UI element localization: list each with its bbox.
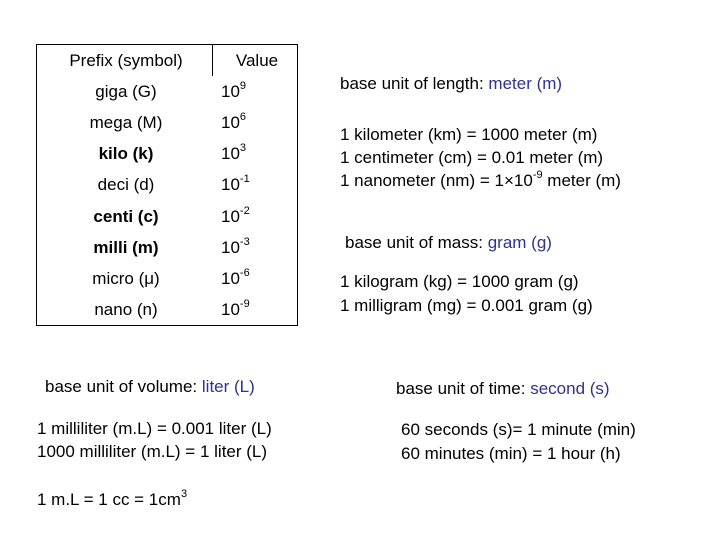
length-line-3: 1 nanometer $(nm) = 1\times 10^{-9}$ meter (m) xyxy=(340,169,621,190)
mass-heading xyxy=(345,233,552,253)
prefix-name: deci (d) xyxy=(97,175,155,194)
table-row xyxy=(37,232,297,263)
mass-line-1: 1 kilogram (kg) = 1000 gram (g) xyxy=(340,272,579,291)
volume-cc-line: 1 m.L = 1 cc = $1cm^3$ xyxy=(37,488,188,509)
prefix-value: $10^{-6}$ xyxy=(221,267,250,288)
prefix-name: centi (c) xyxy=(93,207,159,226)
header-prefix: Prefix (symbol) xyxy=(69,51,183,70)
table-row xyxy=(37,294,297,325)
table-row xyxy=(37,107,297,138)
volume-label: base unit of volume: xyxy=(45,377,198,396)
prefix-value: $10^{-2}$ xyxy=(221,205,250,226)
prefix-table xyxy=(36,44,298,326)
volume-line-2: 1000 milliliter (m.L) = 1 liter (L) xyxy=(37,442,268,461)
table-row xyxy=(37,201,297,232)
mass-line-2: 1 milligram (mg) = 0.001 gram (g) xyxy=(340,296,593,315)
prefix-value: $10^3$ xyxy=(221,142,247,163)
table-row xyxy=(37,263,297,294)
length-heading xyxy=(340,74,562,94)
prefix-name: giga (G) xyxy=(95,82,157,101)
table-row xyxy=(37,76,297,107)
time-line-2: 60 minutes (min) = 1 hour (h) xyxy=(401,444,621,463)
time-line-1: 60 seconds (s)= 1 minute (min) xyxy=(401,420,636,439)
length-unit: meter (m) xyxy=(488,74,563,93)
time-heading xyxy=(396,379,610,399)
length-line-1: 1 kilometer (km) = 1000 meter (m) xyxy=(340,125,598,144)
table-row xyxy=(37,138,297,169)
table-row xyxy=(37,169,297,200)
header-value: Value xyxy=(235,51,279,70)
volume-line-1: 1 milliliter (m.L) = 0.001 liter (L) xyxy=(37,419,272,438)
prefix-name: kilo (k) xyxy=(98,144,154,163)
prefix-name: nano (n) xyxy=(94,300,158,319)
prefix-value: $10^{-1}$ xyxy=(221,173,250,194)
volume-unit: liter (L) xyxy=(201,377,255,396)
time-unit: second (s) xyxy=(530,379,610,398)
mass-label: base unit of mass: xyxy=(345,233,483,252)
prefix-value: $10^{-3}$ xyxy=(221,236,250,257)
prefix-value: $10^6$ xyxy=(221,111,247,132)
length-line-2: 1 centimeter (cm) = 0.01 meter (m) xyxy=(340,148,604,167)
prefix-value: $10^{-9}$ xyxy=(221,298,250,319)
time-label: base unit of time: xyxy=(396,379,526,398)
volume-heading xyxy=(45,377,255,397)
length-label: base unit of length: xyxy=(340,74,484,93)
prefix-name: micro (μ) xyxy=(92,269,160,288)
mass-unit: gram (g) xyxy=(487,233,552,252)
prefix-name: mega (M) xyxy=(89,113,163,132)
prefix-value: $10^9$ xyxy=(221,80,247,101)
table-header-row xyxy=(37,45,297,76)
prefix-name: milli (m) xyxy=(93,238,159,257)
